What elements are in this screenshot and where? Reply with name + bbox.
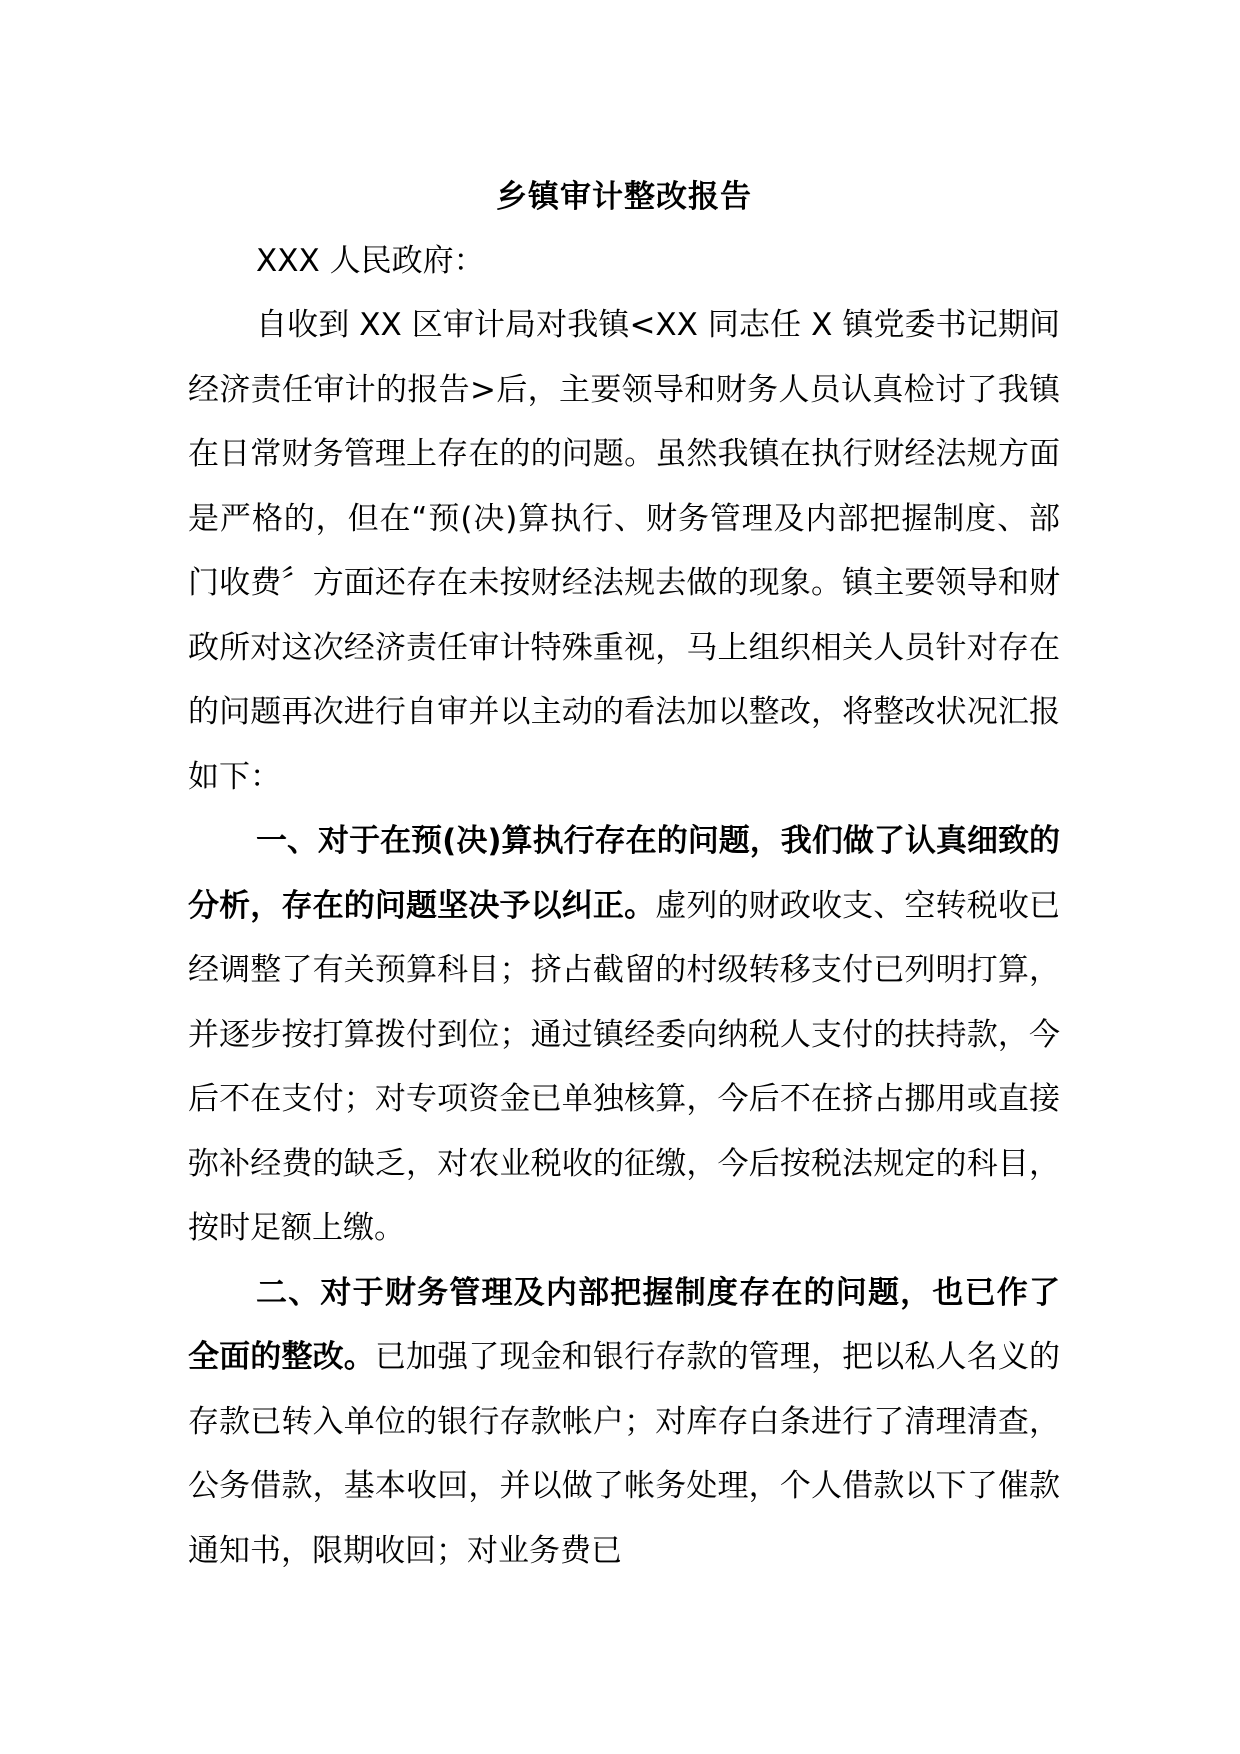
section-1-heading: 一、对于在预(决)算执行存在的问题，我们做了认真细致的分析，存在的问题坚决予以纠正。 <box>188 823 1060 924</box>
paragraph-intro-text: 自收到 XX 区审计局对我镇<XX 同志任 X 镇党委书记期间经济责任审计的报告>后，主要领导和财务人员认真检讨了我镇在日常财务管理上存在的的问题。虽然我镇在执行财经法规方面是严格的，但在“预(决)算执行、财务管理及内部把握制度、部门收费〞方面还存在未按财经法规去做的现象。镇主要领导和财政所对这次经济责任审计特殊重视，马上组织相关人员针对存在的问题再次进行自审并以主动的看法加以整改，将整改状况汇报如下： <box>188 307 1060 795</box>
paragraph-section-1 <box>188 809 1060 1261</box>
section-2-heading: 二、对于财务管理及内部把握制度存在的问题，也已作了全面的整改。 <box>188 1274 1060 1375</box>
paragraph-intro <box>188 293 1060 809</box>
document-body <box>188 165 1060 1583</box>
salutation: XXX 人民政府： <box>256 243 485 279</box>
section-2-text: 已加强了现金和银行存款的管理，把以私人名义的存款已转入单位的银行存款帐户；对库存白条进行了清理清查，公务借款，基本收回，并以做了帐务处理，个人借款以下了催款通知书，限期收回；对业务费已 <box>188 1339 1060 1569</box>
document-title: 乡镇审计整改报告 <box>496 179 752 215</box>
section-1-text: 虚列的财政收支、空转税收已经调整了有关预算科目；挤占截留的村级转移支付已列明打算，并逐步按打算拨付到位；通过镇经委向纳税人支付的扶持款，今后不在支付；对专项资金已单独核算，今后不在挤占挪用或直接弥补经费的缺乏，对农业税收的征缴，今后按税法规定的科目，按时足额上缴。 <box>188 887 1061 1246</box>
paragraph-section-2 <box>188 1261 1060 1584</box>
